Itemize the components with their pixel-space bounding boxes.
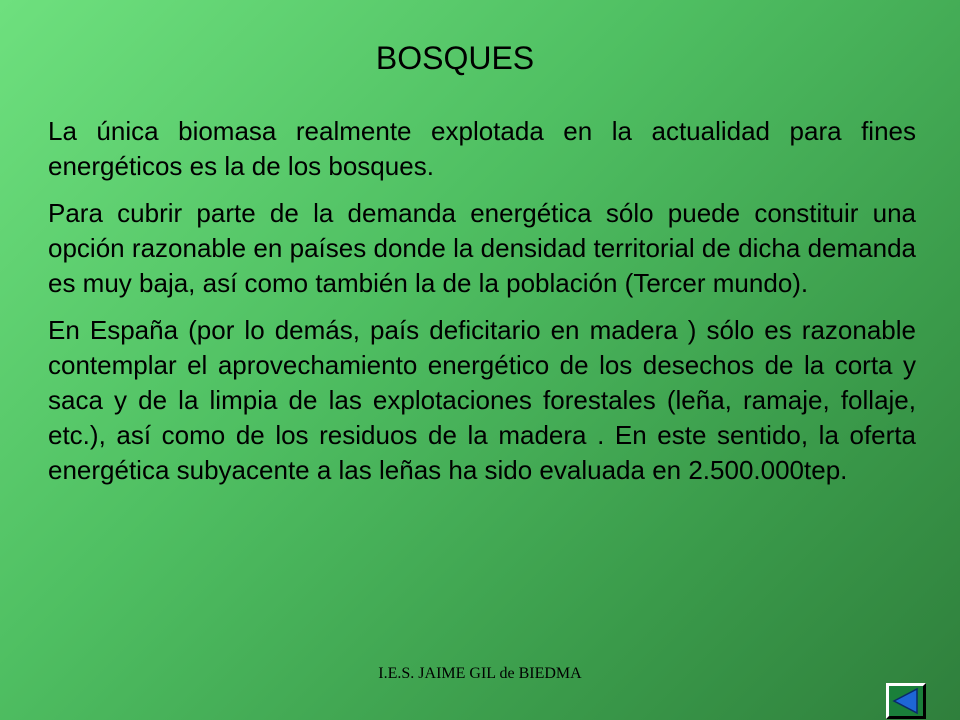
paragraph-3: En España (por lo demás, país deficitario en madera ) sólo es razonable contemplar el aprovechamiento energético de los desechos de la corta y saca y de la limpia de las explotaciones forestales (leña, ramaje, follaje, etc.), así como de los residuos de la madera . En este sentido, la oferta energética subyacente a las leñas ha sido evaluada en 2.500.000tep. [48,315,916,485]
back-button[interactable] [886,683,926,719]
slide-title: BOSQUES [375,40,535,76]
triangle-left-icon [889,686,923,716]
paragraph-2: Para cubrir parte de la demanda energética sólo puede constituir una opción razonable en países donde la densidad territorial de dicha demanda es muy baja, así como también la de la población (Tercer mundo). [48,198,916,298]
slide-body [48,114,916,500]
footer-text: I.E.S. JAIME GIL de BIEDMA [378,665,582,682]
paragraph-1: La única biomasa realmente explotada en la actualidad para fines energéticos es la de los bosques. [48,116,916,181]
